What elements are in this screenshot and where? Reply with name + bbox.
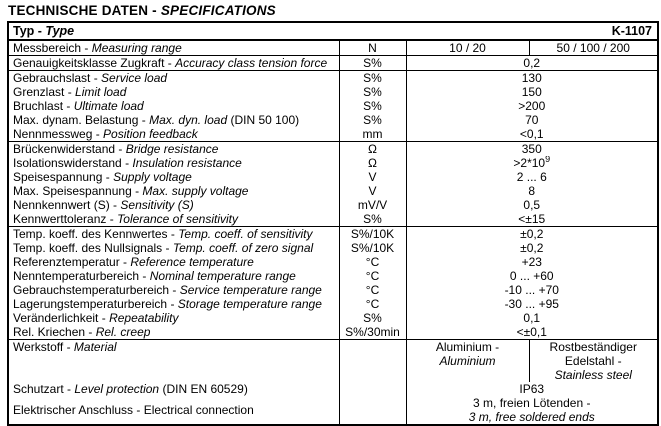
label-de: Max. dynam. Belastung: [13, 113, 139, 127]
label-de: Brückenwiderstand: [13, 142, 116, 156]
value-cell: <±0,1: [516, 325, 547, 339]
title-german: TECHNISCHE DATEN: [8, 3, 149, 18]
label-de: Gebrauchslast: [13, 71, 91, 85]
table-row: [8, 396, 658, 425]
label-de: Elektrischer Anschluss: [13, 403, 134, 417]
label-de: Bruchlast: [13, 99, 64, 113]
unit-cell: S%/10K: [339, 227, 406, 242]
specifications-table: [7, 21, 659, 426]
label-separator: -: [115, 142, 126, 156]
material-en: Stainless steel: [554, 368, 632, 382]
label-separator: -: [162, 241, 173, 255]
unit-cell: S%: [339, 71, 406, 86]
label-separator: -: [63, 99, 74, 113]
unit-cell: V: [339, 184, 406, 198]
label-en: Supply voltage: [113, 170, 192, 184]
connection-en: 3 m, free soldered ends: [468, 410, 595, 424]
label-separator: -: [133, 403, 144, 417]
label-de: Gebrauchstemperaturbereich: [13, 283, 170, 297]
spec-label: [8, 325, 339, 340]
label-de: Temp. koeff. des Nullsignals: [13, 241, 163, 255]
type-label-en: Type: [45, 24, 75, 38]
spec-label: [8, 311, 339, 325]
label-separator: -: [167, 227, 179, 241]
spec-label: [8, 156, 339, 170]
table-row: [8, 170, 658, 184]
spec-label: [8, 241, 339, 255]
type-header-row: [8, 22, 658, 40]
unit-cell: mV/V: [339, 198, 406, 212]
label-separator: -: [139, 269, 150, 283]
label-de: Genauigkeitsklasse Zugkraft: [13, 56, 165, 70]
unit-cell: [339, 340, 406, 383]
table-row: [8, 325, 658, 340]
spec-label: [8, 184, 339, 198]
value-cell: <0,1: [519, 127, 544, 141]
label-de: Lagerungstemperaturbereich: [13, 297, 168, 311]
label-en: Ultimate load: [73, 99, 144, 113]
label-separator: -: [106, 212, 118, 226]
unit-cell: S%: [339, 99, 406, 113]
table-row: [8, 283, 658, 297]
spec-label: [8, 198, 339, 212]
label-en: Max. dyn. load: [149, 113, 228, 127]
label-de: Kennwerttoleranz: [13, 212, 107, 226]
spec-label: [8, 340, 339, 383]
value-cell: 150: [521, 85, 542, 99]
table-row: [8, 227, 658, 242]
label-suffix: (DIN EN 60529): [159, 382, 248, 396]
label-en: Repeatability: [109, 311, 179, 325]
table-row: [8, 156, 658, 170]
value-cell: 0,1: [523, 311, 541, 325]
spec-label: [8, 127, 339, 142]
spec-label: [8, 283, 339, 297]
table-row: [8, 85, 658, 99]
label-separator: -: [138, 113, 150, 127]
value-cell: -30 ... +95: [504, 297, 559, 311]
spec-label: [8, 40, 339, 56]
label-de: Werkstoff: [13, 340, 64, 354]
label-separator: -: [64, 85, 76, 99]
value-cell: 130: [406, 71, 658, 86]
value-cell: ±0,2: [520, 241, 544, 255]
unit-cell: Ω: [339, 156, 406, 170]
label-de: Temp. koeff. des Kennwertes: [13, 227, 168, 241]
label-en: Bridge resistance: [125, 142, 219, 156]
unit-cell: V: [339, 170, 406, 184]
label-de: Nenntemperaturbereich: [13, 269, 140, 283]
value-cell: 0 ... +60: [509, 269, 554, 283]
value-cell: ±0,2: [406, 227, 658, 242]
label-en: Temp. coeff. of zero signal: [172, 241, 314, 255]
label-separator: -: [63, 340, 74, 354]
label-separator: -: [81, 41, 92, 55]
table-row: [8, 56, 658, 71]
label-en: Material: [73, 340, 117, 354]
label-en: Sensitivity (S): [120, 198, 194, 212]
model-number: K-1107: [611, 24, 652, 38]
material-aluminium-cell: [406, 340, 529, 383]
title-separator: -: [148, 3, 161, 18]
label-en: Measuring range: [91, 41, 182, 55]
value-cell-connection: [406, 396, 658, 425]
label-de: Nennmessweg: [13, 127, 93, 141]
spec-label: [8, 269, 339, 283]
unit-cell: S%: [339, 311, 406, 325]
label-suffix: Electrical connection: [143, 403, 254, 417]
value-cell: -10 ... +70: [504, 283, 559, 297]
table-row: [8, 113, 658, 127]
value-cell: 8: [528, 184, 536, 198]
unit-cell: Ω: [339, 142, 406, 157]
page-title: [8, 3, 657, 18]
label-de: Rel. Kriechen: [13, 325, 86, 339]
table-row: [8, 297, 658, 311]
spec-label: [8, 212, 339, 227]
table-row: [8, 198, 658, 212]
unit-cell: S%: [339, 212, 406, 227]
spec-label: [8, 382, 339, 396]
label-en: Service temperature range: [179, 283, 322, 297]
material-en: Aluminium: [439, 354, 496, 368]
table-row: [8, 241, 658, 255]
value-cell: >200: [518, 99, 546, 113]
material-de: Aluminium -: [435, 340, 500, 354]
label-en: Insulation resistance: [132, 156, 242, 170]
unit-cell: °C: [339, 255, 406, 269]
label-separator: -: [102, 170, 114, 184]
title-english: SPECIFICATIONS: [160, 3, 276, 18]
label-de: Veränderlichkeit: [13, 311, 99, 325]
table-row: [8, 142, 658, 157]
label-separator: -: [164, 56, 176, 70]
table-row-material: [8, 340, 658, 383]
label-de: Nennkennwert (S): [13, 198, 110, 212]
unit-cell: S%/10K: [339, 241, 406, 255]
label-en: Storage temperature range: [177, 297, 322, 311]
spec-label: [8, 56, 339, 71]
unit-cell: mm: [339, 127, 406, 142]
value-cell-low-range: 10 / 20: [406, 40, 529, 56]
label-en: Position feedback: [103, 127, 198, 141]
table-row: [8, 269, 658, 283]
spec-label: [8, 85, 339, 99]
spec-label: [8, 255, 339, 269]
type-label-de: Typ: [13, 24, 35, 38]
value-cell: +23: [521, 255, 542, 269]
unit-cell: S%: [339, 56, 406, 71]
material-de: Rostbeständiger Edelstahl -: [549, 340, 637, 368]
label-de: Grenzlast: [13, 85, 65, 99]
label-en: Service load: [101, 71, 168, 85]
value-cell: 0,5: [523, 198, 541, 212]
table-row: [8, 184, 658, 198]
value-cell: 2 ... 6: [516, 170, 547, 184]
unit-cell: S%: [339, 113, 406, 127]
unit-cell: °C: [339, 297, 406, 311]
table-row: [8, 255, 658, 269]
label-separator: -: [169, 283, 180, 297]
label-de: Isolationswiderstand: [13, 156, 122, 170]
value-base: >2*10: [513, 156, 546, 170]
label-de: Schutzart: [13, 382, 64, 396]
label-separator: -: [63, 382, 75, 396]
spec-label: [8, 71, 339, 86]
type-label-separator: -: [34, 24, 46, 38]
label-separator: -: [90, 71, 102, 85]
unit-cell: S%: [339, 85, 406, 99]
material-steel-cell: [529, 340, 658, 383]
label-de: Max. Speisespannung: [13, 184, 132, 198]
label-separator: -: [92, 127, 104, 141]
table-row: [8, 311, 658, 325]
value-cell: 0,2: [406, 56, 658, 71]
type-header-cell: [8, 22, 658, 40]
label-separator: -: [109, 198, 121, 212]
label-suffix: (DIN 50 100): [227, 113, 300, 127]
label-de: Speisespannung: [13, 170, 103, 184]
connection-de: 3 m, freien Lötenden -: [473, 396, 591, 410]
table-row: [8, 40, 658, 56]
spec-label: [8, 142, 339, 157]
label-en: Temp. coeff. of sensitivity: [178, 227, 313, 241]
unit-cell: [339, 396, 406, 425]
value-exponent: 9: [545, 156, 551, 164]
unit-cell: °C: [339, 269, 406, 283]
label-separator: -: [85, 325, 96, 339]
label-separator: -: [131, 184, 143, 198]
unit-cell: N: [339, 40, 406, 56]
table-row: [8, 382, 658, 396]
table-row: [8, 127, 658, 142]
label-en: Rel. creep: [95, 325, 151, 339]
type-label: [13, 23, 74, 39]
table-row: [8, 99, 658, 113]
value-cell-high-range: 50 / 100 / 200: [529, 40, 658, 56]
value-cell: <±15: [518, 212, 546, 226]
table-row: [8, 212, 658, 227]
value-cell: IP63: [519, 382, 545, 396]
label-en: Max. supply voltage: [142, 184, 249, 198]
spec-label: [8, 99, 339, 113]
label-separator: -: [119, 255, 131, 269]
table-row: [8, 71, 658, 86]
value-cell: [406, 156, 658, 170]
label-en: Level protection: [74, 382, 160, 396]
unit-cell: [339, 382, 406, 396]
label-separator: -: [167, 297, 178, 311]
value-cell: 350: [406, 142, 658, 157]
value-cell: 70: [525, 113, 539, 127]
spec-label: [8, 170, 339, 184]
label-en: Limit load: [75, 85, 127, 99]
label-en: Nominal temperature range: [149, 269, 296, 283]
label-separator: -: [98, 311, 110, 325]
unit-cell: S%/30min: [339, 325, 406, 340]
label-en: Accuracy class tension force: [175, 56, 328, 70]
label-en: Reference temperature: [130, 255, 254, 269]
label-de: Messbereich: [13, 41, 82, 55]
spec-label: [8, 227, 339, 242]
spec-label: [8, 113, 339, 127]
unit-cell: °C: [339, 283, 406, 297]
spec-label: [8, 396, 339, 425]
label-separator: -: [121, 156, 133, 170]
label-de: Referenztemperatur: [13, 255, 120, 269]
label-en: Tolerance of sensitivity: [117, 212, 239, 226]
spec-label: [8, 297, 339, 311]
